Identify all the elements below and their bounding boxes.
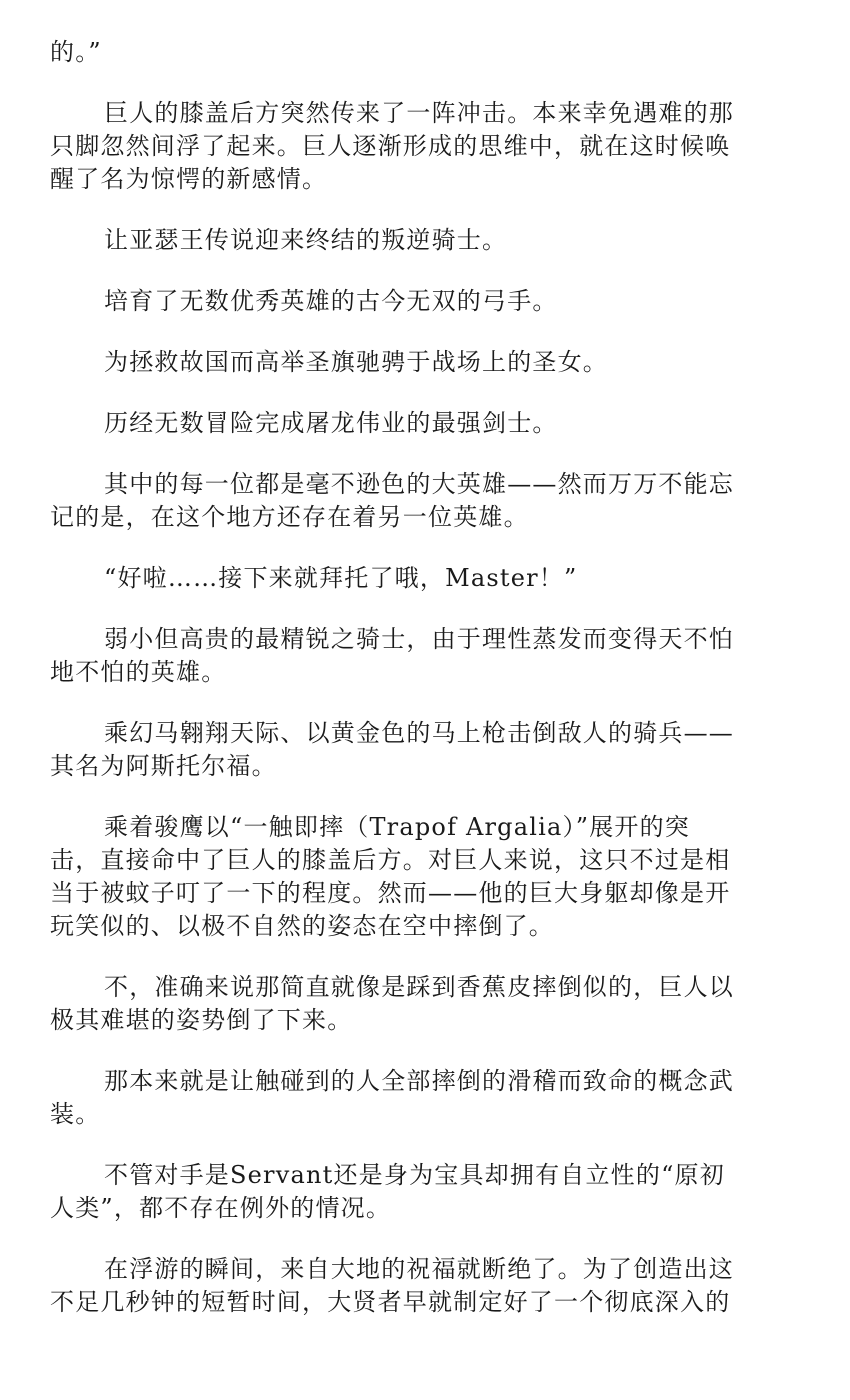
text-line: 只脚忽然间浮了起来。巨人逐渐形成的思维中，就在这时候唤: [50, 132, 731, 160]
paragraph: [50, 1253, 802, 1319]
paragraph: [50, 1065, 802, 1131]
text-line: 不管对手是Servant还是身为宝具却拥有自立性的“原初: [104, 1161, 725, 1189]
text-line: 其名为阿斯托尔福。: [50, 752, 277, 780]
text-line: 不，准确来说那简直就像是踩到香蕉皮摔倒似的，巨人以: [104, 973, 734, 1001]
text-line: 极其难堪的姿势倒了下来。: [50, 1006, 353, 1034]
paragraph: [50, 811, 802, 943]
text-line: 不足几秒钟的短暂时间，大贤者早就制定好了一个彻底深入的: [50, 1288, 731, 1316]
paragraph: [50, 407, 802, 440]
text-line: 当于被蚊子叮了一下的程度。然而——他的巨大身躯却像是开: [50, 879, 731, 907]
text-line: 击，直接命中了巨人的膝盖后方。对巨人来说，这只不过是相: [50, 846, 731, 874]
paragraph: [50, 1159, 802, 1225]
text-line: 装。: [50, 1100, 101, 1128]
text-line: 地不怕的英雄。: [50, 658, 227, 686]
text-line: 为拯救故国而高举圣旗驰骋于战场上的圣女。: [104, 348, 608, 376]
text-line: 弱小但高贵的最精锐之骑士，由于理性蒸发而变得天不怕: [104, 625, 734, 653]
text-line: 乘着骏鹰以“一触即摔（Trapof Argalia）”展开的突: [104, 813, 690, 841]
text-line: “好啦……接下来就拜托了哦，Master！”: [104, 564, 578, 592]
paragraph: [50, 285, 802, 318]
text-line: 让亚瑟王传说迎来终结的叛逆骑士。: [104, 226, 508, 254]
text-line: 玩笑似的、以极不自然的姿态在空中摔倒了。: [50, 912, 554, 940]
paragraph: [50, 468, 802, 534]
text-line: 记的是，在这个地方还存在着另一位英雄。: [50, 503, 529, 531]
paragraph: [50, 623, 802, 689]
text-line: 培育了无数优秀英雄的古今无双的弓手。: [104, 287, 558, 315]
text-line: 乘幻马翱翔天际、以黄金色的马上枪击倒敌人的骑兵——: [104, 719, 734, 747]
text-line: 人类”，都不存在例外的情况。: [50, 1194, 392, 1222]
paragraph: [50, 346, 802, 379]
paragraph: [50, 717, 802, 783]
paragraph: [50, 97, 802, 196]
paragraph: [50, 36, 802, 69]
text-line: 那本来就是让触碰到的人全部摔倒的滑稽而致命的概念武: [104, 1067, 734, 1095]
text-line: 在浮游的瞬间，来自大地的祝福就断绝了。为了创造出这: [104, 1255, 734, 1283]
paragraph: [50, 971, 802, 1037]
paragraph: [50, 562, 802, 595]
text-line: 巨人的膝盖后方突然传来了一阵冲击。本来幸免遇难的那: [104, 99, 734, 127]
text-line: 醒了名为惊愕的新感情。: [50, 165, 328, 193]
text-line: 其中的每一位都是毫不逊色的大英雄——然而万万不能忘: [104, 470, 734, 498]
text-line: 历经无数冒险完成屠龙伟业的最强剑士。: [104, 409, 558, 437]
paragraph: [50, 224, 802, 257]
text-line: 的。”: [50, 38, 102, 66]
